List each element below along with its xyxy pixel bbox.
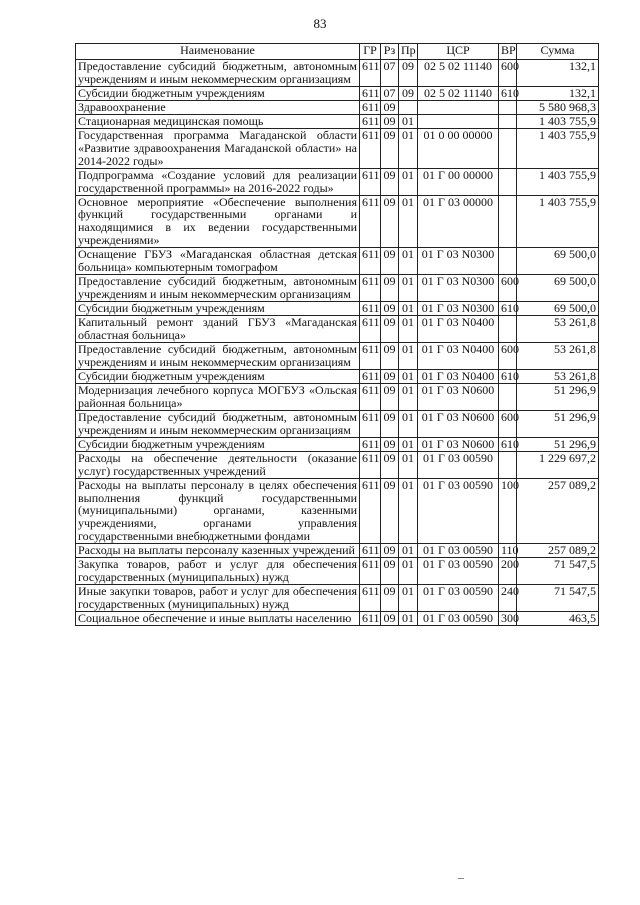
cell-name: Подпрограмма «Создание условий для реализации государственной программы» на 2016-2022 годы» [76,168,360,195]
cell-name: Субсидии бюджетным учреждениям [76,302,360,316]
cell-vr: 240 [499,585,517,612]
cell-pr: 01 [399,114,418,128]
cell-rz: 09 [381,343,399,370]
cell-gr: 611 [360,248,381,275]
cell-sum: 1 403 755,9 [517,195,599,248]
cell-csr [418,100,499,114]
cell-csr: 01 Г 03 00000 [418,195,499,248]
cell-rz: 09 [381,100,399,114]
cell-csr: 01 Г 03 00590 [418,544,499,558]
cell-pr: 01 [399,437,418,451]
cell-vr [499,316,517,343]
cell-rz: 09 [381,275,399,302]
cell-sum: 53 261,8 [517,343,599,370]
cell-csr: 01 Г 03 N0400 [418,369,499,383]
cell-gr: 611 [360,302,381,316]
cell-vr [499,195,517,248]
cell-gr: 611 [360,114,381,128]
cell-pr: 01 [399,316,418,343]
cell-csr: 01 Г 03 00590 [418,451,499,478]
page-mark [458,878,464,879]
cell-vr: 610 [499,437,517,451]
cell-sum: 71 547,5 [517,585,599,612]
cell-gr: 611 [360,410,381,437]
cell-gr: 611 [360,100,381,114]
cell-rz: 09 [381,248,399,275]
table-row [76,585,599,612]
header-name: Наименование [76,44,360,60]
cell-sum: 69 500,0 [517,302,599,316]
header-pr: Пр [399,44,418,60]
cell-name: Стационарная медицинская помощь [76,114,360,128]
cell-sum: 257 089,2 [517,478,599,544]
table-row [76,544,599,558]
cell-name: Предоставление субсидий бюджетным, автономным учреждениям и иным некоммерческим организациям [76,60,360,87]
cell-gr: 611 [360,86,381,100]
cell-pr: 01 [399,585,418,612]
cell-pr: 01 [399,195,418,248]
cell-rz: 09 [381,585,399,612]
cell-rz: 09 [381,128,399,168]
cell-rz: 09 [381,478,399,544]
cell-gr: 611 [360,478,381,544]
cell-sum: 71 547,5 [517,558,599,585]
cell-sum: 257 089,2 [517,544,599,558]
cell-pr: 01 [399,410,418,437]
table-row [76,437,599,451]
table-row [76,383,599,410]
cell-rz: 09 [381,451,399,478]
table-row [76,478,599,544]
cell-rz: 09 [381,437,399,451]
cell-sum: 1 229 697,2 [517,451,599,478]
cell-gr: 611 [360,275,381,302]
cell-pr: 01 [399,544,418,558]
cell-csr: 01 Г 03 N0300 [418,248,499,275]
cell-gr: 611 [360,369,381,383]
cell-gr: 611 [360,612,381,626]
cell-gr: 611 [360,544,381,558]
cell-csr: 01 Г 03 N0600 [418,383,499,410]
cell-vr: 610 [499,302,517,316]
page-number: 83 [313,16,327,31]
cell-csr: 01 Г 03 N0400 [418,316,499,343]
cell-name: Расходы на выплаты персоналу казенных учреждений [76,544,360,558]
cell-pr: 01 [399,558,418,585]
table-header-row [76,44,599,60]
cell-pr: 09 [399,60,418,87]
cell-pr [399,100,418,114]
cell-vr: 600 [499,60,517,87]
cell-name: Модернизация лечебного корпуса МОГБУЗ «Ольская районная больница» [76,383,360,410]
cell-name: Иные закупки товаров, работ и услуг для обеспечения государственных (муниципальных) нужд [76,585,360,612]
cell-csr: 01 Г 03 N0400 [418,343,499,370]
cell-name: Предоставление субсидий бюджетным, автономным учреждениям и иным некоммерческим организациям [76,343,360,370]
cell-csr: 01 Г 03 N0600 [418,437,499,451]
cell-sum: 463,5 [517,612,599,626]
table-row [76,114,599,128]
cell-pr: 01 [399,612,418,626]
table-row [76,343,599,370]
header-vr: ВР [499,44,517,60]
cell-rz: 09 [381,544,399,558]
cell-name: Субсидии бюджетным учреждениям [76,86,360,100]
cell-name: Предоставление субсидий бюджетным, автономным учреждениям и иным некоммерческим организациям [76,275,360,302]
cell-name: Здравоохранение [76,100,360,114]
table-row [76,316,599,343]
cell-csr: 01 Г 00 00000 [418,168,499,195]
cell-vr: 600 [499,410,517,437]
cell-rz: 09 [381,302,399,316]
cell-pr: 01 [399,369,418,383]
cell-name: Субсидии бюджетным учреждениям [76,437,360,451]
cell-sum: 69 500,0 [517,248,599,275]
cell-vr: 300 [499,612,517,626]
cell-pr: 01 [399,343,418,370]
cell-vr: 610 [499,369,517,383]
cell-name: Расходы на выплаты персоналу в целях обеспечения выполнения функций государственными (муниципальными) органами, казенными учреждениями, органами управления государственными внебюджетными фондами [76,478,360,544]
cell-gr: 611 [360,195,381,248]
table-row [76,195,599,248]
cell-gr: 611 [360,128,381,168]
header-csr: ЦСР [418,44,499,60]
cell-gr: 611 [360,316,381,343]
cell-pr: 01 [399,478,418,544]
cell-csr: 01 Г 03 00590 [418,558,499,585]
cell-rz: 09 [381,612,399,626]
cell-rz: 09 [381,558,399,585]
cell-csr: 01 Г 03 00590 [418,478,499,544]
cell-name: Социальное обеспечение и иные выплаты населению [76,612,360,626]
cell-sum: 51 296,9 [517,410,599,437]
cell-gr: 611 [360,558,381,585]
cell-vr: 200 [499,558,517,585]
cell-sum: 132,1 [517,86,599,100]
cell-csr: 01 Г 03 N0300 [418,302,499,316]
cell-csr: 01 0 00 00000 [418,128,499,168]
cell-vr: 600 [499,343,517,370]
table-row [76,60,599,87]
cell-csr: 01 Г 03 N0600 [418,410,499,437]
cell-pr: 01 [399,302,418,316]
cell-sum: 5 580 968,3 [517,100,599,114]
cell-rz: 07 [381,86,399,100]
cell-sum: 53 261,8 [517,369,599,383]
cell-name: Расходы на обеспечение деятельности (оказание услуг) государственных учреждений [76,451,360,478]
cell-rz: 09 [381,195,399,248]
cell-sum: 51 296,9 [517,437,599,451]
cell-rz: 09 [381,369,399,383]
cell-sum: 1 403 755,9 [517,168,599,195]
cell-pr: 01 [399,383,418,410]
cell-gr: 611 [360,343,381,370]
table-row [76,558,599,585]
header-sum: Сумма [517,44,599,60]
budget-table [75,43,599,626]
table-row [76,100,599,114]
cell-csr: 02 5 02 11140 [418,60,499,87]
cell-gr: 611 [360,60,381,87]
cell-sum: 69 500,0 [517,275,599,302]
table-row [76,275,599,302]
cell-vr: 600 [499,275,517,302]
table-row [76,86,599,100]
cell-name: Субсидии бюджетным учреждениям [76,369,360,383]
cell-vr: 110 [499,544,517,558]
cell-sum: 132,1 [517,60,599,87]
cell-rz: 09 [381,114,399,128]
cell-name: Основное мероприятие «Обеспечение выполнения функций государственными органами и находящимися в их ведении государственными учреждениями» [76,195,360,248]
cell-pr: 01 [399,451,418,478]
cell-sum: 53 261,8 [517,316,599,343]
cell-vr [499,451,517,478]
header-gr: ГР [360,44,381,60]
cell-vr: 100 [499,478,517,544]
cell-sum: 1 403 755,9 [517,114,599,128]
cell-gr: 611 [360,451,381,478]
cell-csr: 01 Г 03 N0300 [418,275,499,302]
cell-gr: 611 [360,383,381,410]
cell-vr [499,248,517,275]
header-rz: Рз [381,44,399,60]
table-row [76,612,599,626]
cell-csr: 02 5 02 11140 [418,86,499,100]
cell-csr: 01 Г 03 00590 [418,612,499,626]
cell-pr: 01 [399,275,418,302]
cell-vr [499,128,517,168]
cell-gr: 611 [360,437,381,451]
cell-sum: 1 403 755,9 [517,128,599,168]
cell-name: Закупка товаров, работ и услуг для обеспечения государственных (муниципальных) нужд [76,558,360,585]
table-row [76,451,599,478]
cell-rz: 09 [381,316,399,343]
table-row [76,302,599,316]
cell-gr: 611 [360,585,381,612]
cell-pr: 01 [399,168,418,195]
cell-pr: 01 [399,248,418,275]
cell-rz: 07 [381,60,399,87]
table-row [76,410,599,437]
cell-rz: 09 [381,410,399,437]
cell-gr: 611 [360,168,381,195]
cell-name: Предоставление субсидий бюджетным, автономным учреждениям и иным некоммерческим организациям [76,410,360,437]
cell-pr: 09 [399,86,418,100]
cell-pr: 01 [399,128,418,168]
cell-sum: 51 296,9 [517,383,599,410]
cell-vr [499,114,517,128]
cell-vr [499,383,517,410]
cell-vr [499,168,517,195]
table-row [76,248,599,275]
cell-vr [499,100,517,114]
cell-csr: 01 Г 03 00590 [418,585,499,612]
cell-csr [418,114,499,128]
cell-name: Государственная программа Магаданской области «Развитие здравоохранения Магаданской области» на 2014-2022 годы» [76,128,360,168]
cell-vr: 610 [499,86,517,100]
table-row [76,168,599,195]
cell-rz: 09 [381,168,399,195]
cell-name: Капитальный ремонт зданий ГБУЗ «Магаданская областная больница» [76,316,360,343]
cell-rz: 09 [381,383,399,410]
table-row [76,128,599,168]
cell-name: Оснащение ГБУЗ «Магаданская областная детская больница» компьютерным томографом [76,248,360,275]
table-row [76,369,599,383]
